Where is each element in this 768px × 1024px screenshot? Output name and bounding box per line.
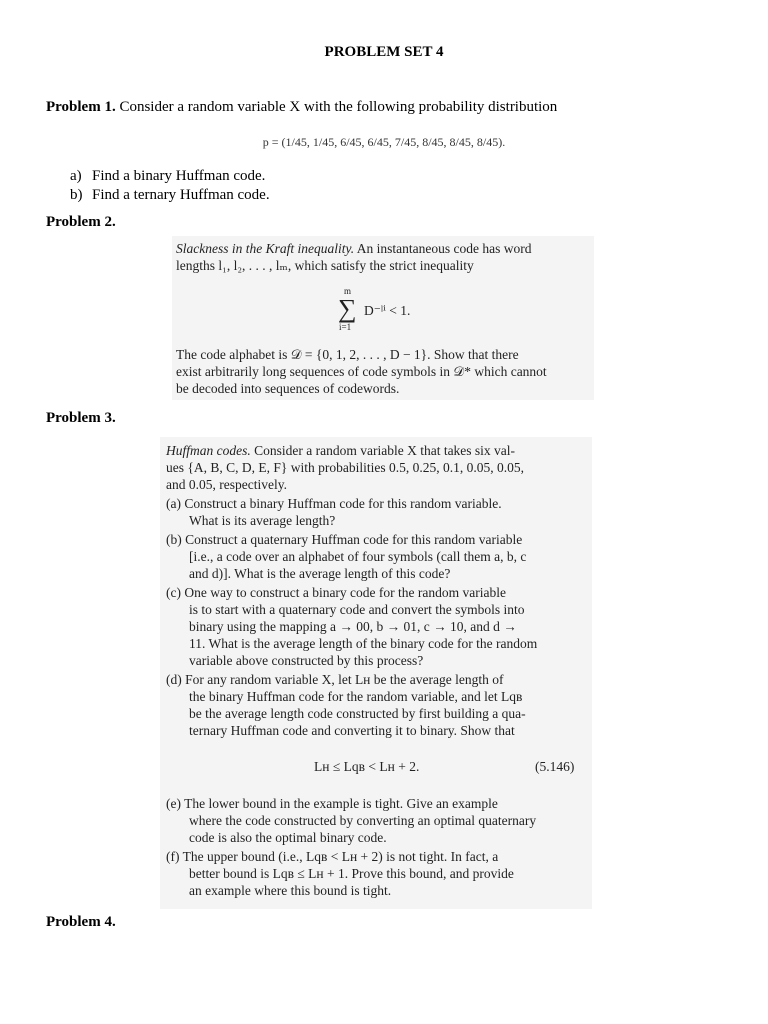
equation-number: (5.146) <box>535 759 575 774</box>
problem-1-subparts <box>70 167 270 205</box>
list-item: b) Find a ternary Huffman code. <box>70 187 270 203</box>
kraft-sum-body: D⁻ˡⁱ < 1. <box>364 303 411 318</box>
sum-lower-limit: i=1 <box>339 322 352 332</box>
problem-4-label: Problem 4. <box>46 914 116 930</box>
problem-2-excerpt: Slackness in the Kraft inequality. An instantaneous code has word lengths l₁, l₂, . . . , lₘ, which satisfy the strict inequality m ∑ D⁻ˡⁱ < 1. i=1 The code alphabet is 𝒟 = {0, 1, 2, . . . , D − 1}. Show that there exist arbitrarily long sequences of code symbols in 𝒟* which cannot be decoded into sequences of codewords. <box>172 236 594 400</box>
problem-3-label: Problem 3. <box>46 410 116 426</box>
problem-1-text: Consider a random variable X with the following probability distribution <box>115 99 558 115</box>
inequality: Lʜ ≤ Lqʙ < Lʜ + 2. <box>314 759 420 774</box>
page-title: PROBLEM SET 4 <box>324 44 444 60</box>
sum-upper-limit: m <box>344 286 352 296</box>
excerpt-heading: Slackness in the Kraft inequality. <box>176 241 355 256</box>
problem-3-excerpt: Huffman codes. Consider a random variable X that takes six val- ues {A, B, C, D, E, F} with probabilities 0.5, 0.25, 0.1, 0.05, 0.05, and 0.05, respectively. (a) Construct a binary Huffman code for this random variable. What is its average length? (b) Construct a quaternary Huffman code for this random variable [i.e., a code over an alphabet of four symbols (call them a, b, c and d)]. What is the average length of this code? (c) One way to construct a binary code for the random variable is to start with a quaternary code and convert the symbols into binary using the mapping a → 00, b → 01, c → 10, and d → 11. What is the average length of the binary code for the random variable above constructed by this process? (d) For any random variable X, let Lʜ be the average length of the binary Huffman code for the random variable, and let Lqʙ be the average length code constructed by first building a qua- ternary Huffman code and converting it to binary. Show that Lʜ ≤ Lqʙ < Lʜ + 2. (5.146) (e) The lower bound in the example is tight. Give an example where the code constructed by converting an optimal quaternary code is also the optimal binary code. (f) The upper bound (i.e., Lqʙ < Lʜ + 2) is not tight. In fact, a better bound is Lqʙ ≤ Lʜ + 1. Prove this bound, and provide an example where this bound is tight. <box>160 437 592 909</box>
problem-2-label: Problem 2. <box>46 214 116 230</box>
problem-1-statement <box>46 99 557 116</box>
sum-symbol: ∑ <box>338 294 357 323</box>
problem-1-label: Problem 1. <box>46 99 116 115</box>
excerpt-heading: Huffman codes. <box>166 443 251 458</box>
list-item: a) Find a binary Huffman code. <box>70 168 266 184</box>
probability-distribution: p = (1/45, 1/45, 6/45, 6/45, 7/45, 8/45, 8/45, 8/45). <box>262 135 506 149</box>
